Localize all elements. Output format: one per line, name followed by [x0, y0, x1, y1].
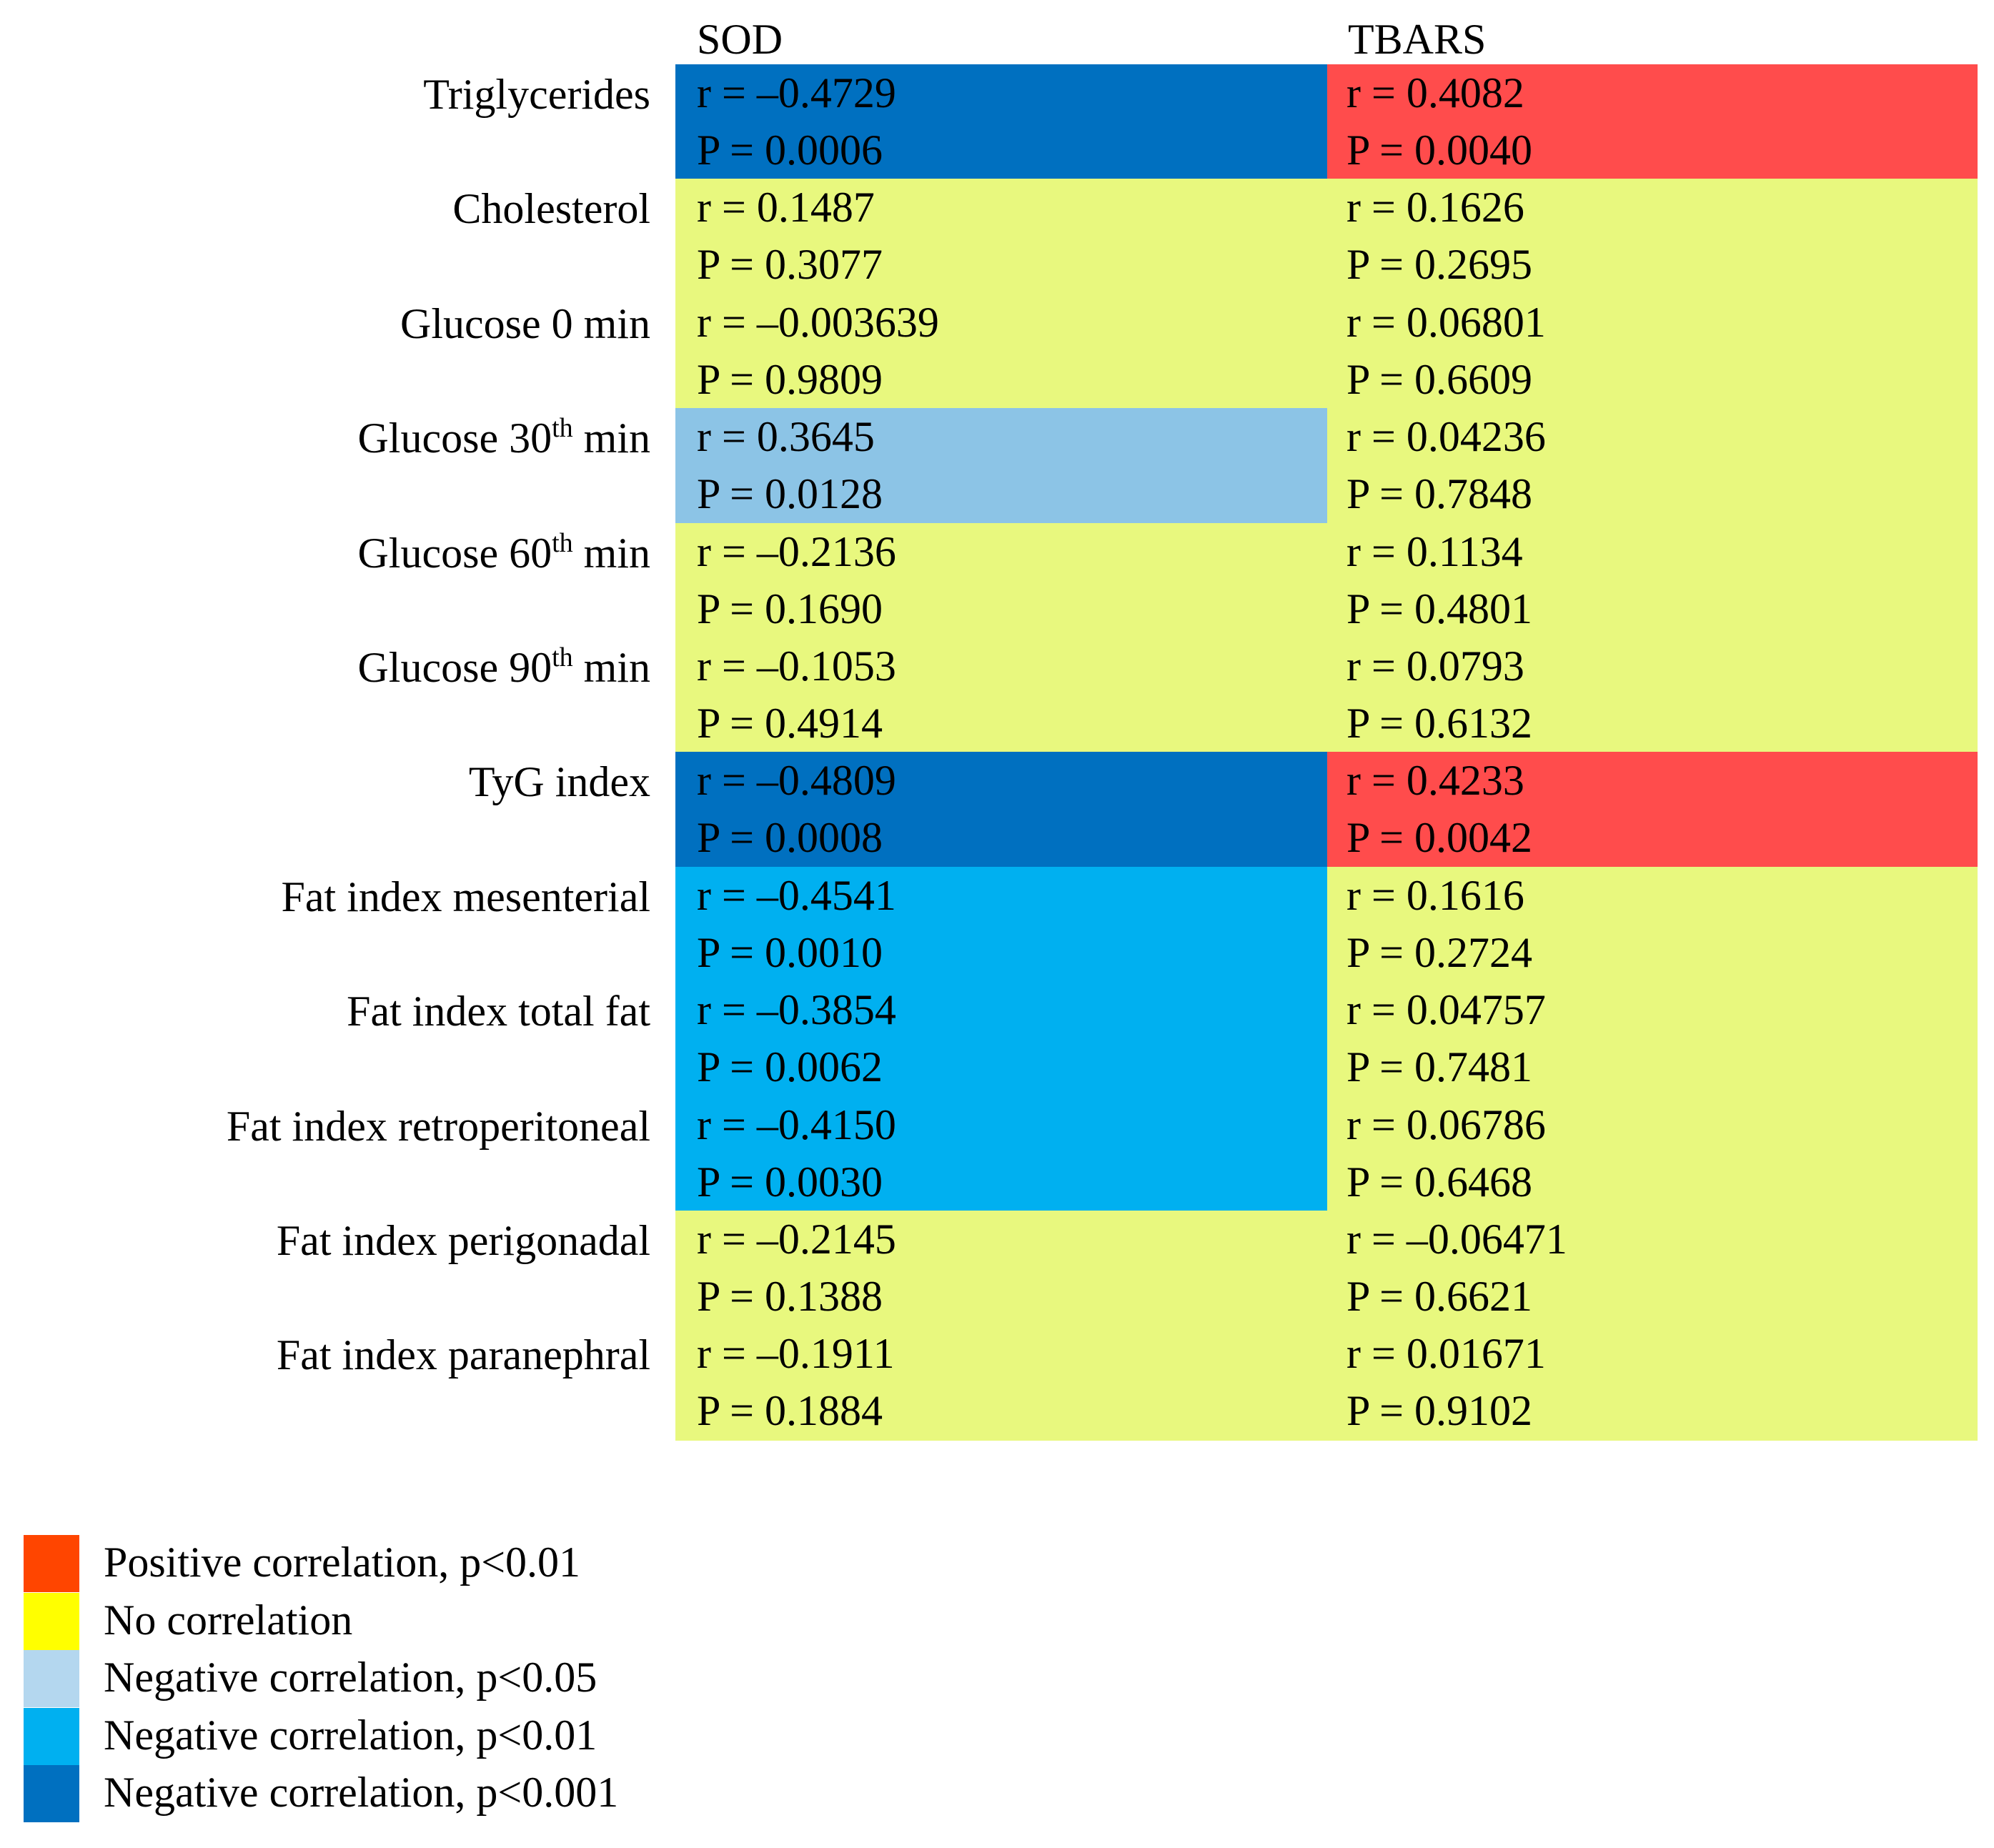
row-label: [0, 1326, 650, 1383]
correlation-coefficient: r = –0.4150: [697, 1101, 896, 1148]
row-label-suffix: min: [572, 529, 650, 577]
heatmap-cell-tbars: [1327, 1325, 1978, 1440]
legend-label: Negative correlation, p<0.01: [104, 1711, 597, 1759]
p-value: P = 0.0008: [697, 814, 883, 862]
row-label: [0, 753, 650, 810]
correlation-coefficient: r = 0.4233: [1346, 757, 1524, 805]
heatmap-cell-sod: [675, 294, 1327, 409]
correlation-coefficient: r = –0.2136: [697, 527, 896, 575]
row-label: [0, 66, 650, 123]
p-value: P = 0.6621: [1346, 1273, 1532, 1320]
p-value: P = 0.3077: [697, 241, 883, 289]
heatmap-cell-tbars: [1327, 179, 1978, 294]
correlation-coefficient: r = 0.04236: [1346, 413, 1546, 461]
correlation-coefficient: r = –0.003639: [697, 298, 939, 346]
heatmap-cell-sod: [675, 1325, 1327, 1440]
correlation-coefficient: r = 0.04757: [1346, 986, 1546, 1034]
row-label-text: Glucose 0 min: [400, 299, 650, 347]
heatmap-cell-tbars: [1327, 867, 1978, 982]
heatmap-cell-tbars: [1327, 1211, 1978, 1326]
row-label: [0, 180, 650, 237]
row-label-suffix: min: [572, 414, 650, 462]
p-value: P = 0.1690: [697, 585, 883, 632]
column-header-tbars: TBARS: [1348, 16, 1487, 63]
heatmap-cell-tbars: [1327, 637, 1978, 752]
p-value: P = 0.9102: [1346, 1387, 1532, 1435]
p-value: P = 0.0128: [697, 470, 883, 518]
row-label: [0, 639, 650, 702]
correlation-coefficient: r = 0.3645: [697, 413, 875, 461]
row-label: [0, 1098, 650, 1155]
p-value: P = 0.0042: [1346, 814, 1532, 862]
correlation-coefficient: r = 0.06801: [1346, 298, 1546, 346]
heatmap-cell-sod: [675, 1096, 1327, 1211]
correlation-coefficient: r = –0.06471: [1346, 1216, 1567, 1263]
column-header-sod: SOD: [697, 16, 783, 63]
correlation-coefficient: r = –0.4541: [697, 871, 896, 919]
legend-label: Positive correlation, p<0.01: [104, 1539, 581, 1586]
p-value: P = 0.9809: [697, 355, 883, 403]
legend-label: Negative correlation, p<0.05: [104, 1654, 597, 1701]
heatmap-cell-sod: [675, 523, 1327, 638]
legend-label: Negative correlation, p<0.001: [104, 1769, 619, 1816]
correlation-coefficient: r = 0.4082: [1346, 69, 1524, 116]
p-value: P = 0.4801: [1346, 585, 1532, 632]
row-label: [0, 983, 650, 1040]
row-label: [0, 525, 650, 587]
p-value: P = 0.1884: [697, 1387, 883, 1435]
heatmap-cell-sod: [675, 752, 1327, 867]
row-label: [0, 409, 650, 472]
heatmap-cell-sod: [675, 867, 1327, 982]
p-value: P = 0.6468: [1346, 1158, 1532, 1206]
heatmap-cell-sod: [675, 408, 1327, 523]
legend-swatch: [24, 1765, 79, 1822]
p-value: P = 0.1388: [697, 1273, 883, 1320]
row-label-text: Fat index perigonadal: [276, 1217, 650, 1264]
correlation-coefficient: r = –0.1911: [697, 1330, 895, 1378]
correlation-coefficient: r = –0.4809: [697, 757, 896, 805]
heatmap-cell-sod: [675, 637, 1327, 752]
heatmap-cell-tbars: [1327, 408, 1978, 523]
correlation-coefficient: r = 0.1134: [1346, 527, 1523, 575]
heatmap-cell-tbars: [1327, 523, 1978, 638]
row-label: [0, 1212, 650, 1269]
row-label-superscript: th: [552, 527, 573, 558]
p-value: P = 0.0010: [697, 928, 883, 976]
row-label-text: TyG index: [468, 758, 650, 806]
correlation-coefficient: r = 0.06786: [1346, 1101, 1546, 1148]
row-label-text: Triglycerides: [423, 71, 650, 118]
row-label-text: Fat index total fat: [347, 988, 650, 1035]
heatmap-cell-tbars: [1327, 981, 1978, 1096]
correlation-coefficient: r = 0.0793: [1346, 642, 1524, 690]
heatmap-cell-tbars: [1327, 1096, 1978, 1211]
row-label-text: Cholesterol: [452, 185, 650, 233]
p-value: P = 0.7848: [1346, 470, 1532, 518]
legend-label: No correlation: [104, 1596, 353, 1644]
heatmap-cell-tbars: [1327, 752, 1978, 867]
p-value: P = 0.0062: [697, 1043, 883, 1091]
row-label-text: Glucose 30: [357, 414, 552, 462]
heatmap-cell-sod: [675, 179, 1327, 294]
heatmap-cell-tbars: [1327, 294, 1978, 409]
heatmap-cell-sod: [675, 64, 1327, 179]
p-value: P = 0.4914: [697, 700, 883, 747]
correlation-coefficient: r = 0.1487: [697, 184, 875, 232]
row-label-superscript: th: [552, 413, 573, 444]
row-label: [0, 868, 650, 925]
correlation-coefficient: r = 0.01671: [1346, 1330, 1546, 1378]
row-label-text: Fat index retroperitoneal: [226, 1102, 650, 1150]
row-label-text: Glucose 60: [357, 529, 552, 577]
row-label: [0, 295, 650, 352]
p-value: P = 0.2724: [1346, 928, 1532, 976]
p-value: P = 0.7481: [1346, 1043, 1532, 1091]
heatmap-cell-sod: [675, 981, 1327, 1096]
correlation-coefficient: r = 0.1616: [1346, 871, 1524, 919]
row-label-suffix: min: [572, 644, 650, 691]
correlation-coefficient: r = –0.3854: [697, 986, 896, 1034]
legend-swatch: [24, 1708, 79, 1765]
correlation-coefficient: r = –0.2145: [697, 1216, 896, 1263]
p-value: P = 0.0040: [1346, 126, 1532, 174]
row-label-text: Fat index paranephral: [276, 1331, 650, 1379]
row-label-text: Fat index mesenterial: [281, 873, 650, 920]
p-value: P = 0.6132: [1346, 700, 1532, 747]
row-label-superscript: th: [552, 642, 573, 672]
correlation-coefficient: r = –0.1053: [697, 642, 896, 690]
p-value: P = 0.6609: [1346, 355, 1532, 403]
correlation-coefficient: r = –0.4729: [697, 69, 896, 116]
p-value: P = 0.0006: [697, 126, 883, 174]
legend-swatch: [24, 1593, 79, 1650]
p-value: P = 0.0030: [697, 1158, 883, 1206]
legend-swatch: [24, 1535, 79, 1592]
row-label-text: Glucose 90: [357, 644, 552, 691]
p-value: P = 0.2695: [1346, 241, 1532, 289]
heatmap-cell-sod: [675, 1211, 1327, 1326]
heatmap-cell-tbars: [1327, 64, 1978, 179]
legend-swatch: [24, 1650, 79, 1707]
correlation-coefficient: r = 0.1626: [1346, 184, 1524, 232]
